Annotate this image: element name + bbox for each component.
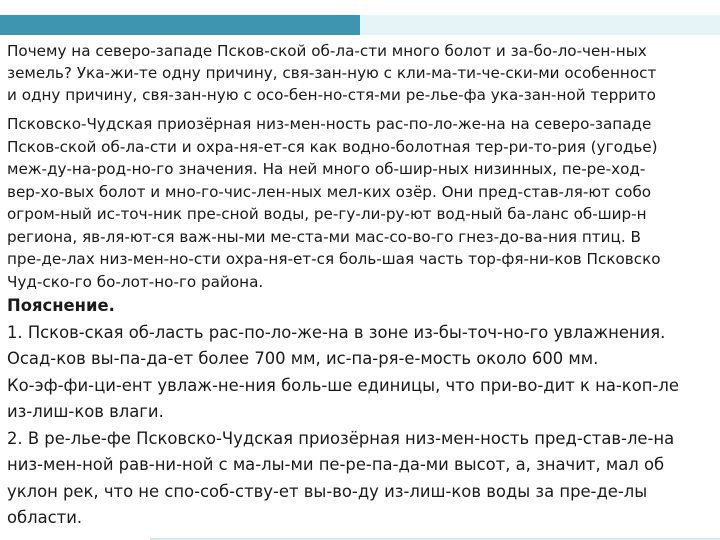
question-line: земель? Ука-жи-те одну причину, свя-зан-ную с кли-ма-ти-че-ски-ми особенност	[7, 64, 657, 82]
explanation-line: из-лиш-ков влаги.	[7, 402, 164, 421]
answer-line: Чуд-ско-го бо-лот-но-го района.	[7, 272, 264, 291]
explanation-line: 2. В ре-лье-фе Псковско-Чудская приозёрная низ-мен-ность пред-став-ле-на	[7, 428, 675, 448]
answer-line: огром-ный ис-точ-ник пре-сной воды, ре-гу-ли-ру-ют вод-ный ба-ланс об-шир-н	[7, 205, 647, 223]
answer-line: Псковско-Чудская приозёрная низ-мен-ность рас-по-ло-же-на на северо-западе	[7, 115, 652, 133]
answer-line: меж-ду-на-род-но-го значения. На ней много об-шир-ных низинных, пе-ре-ход-	[7, 160, 646, 178]
explanation-line: Ко-эф-фи-ци-ент увлаж-не-ния боль-ше единицы, что при-во-дит к на-коп-ле	[7, 375, 679, 395]
question-line: Почему на северо-западе Псков-ской об-ла-сти много болот и за-бо-ло-чен-ных	[7, 42, 647, 60]
explanation-line: уклон рек, что не спо-соб-ству-ет вы-во-ду из-лиш-ков воды за пре-де-лы	[7, 481, 648, 501]
explanation-line: 1. Псков-ская об-ласть рас-по-ло-же-на в зоне из-бы-точ-но-го увлажнения.	[7, 322, 666, 342]
header-accent-bar	[0, 15, 360, 35]
answer-text	[7, 113, 720, 293]
explanation-line: Осад-ков вы-па-да-ет более 700 мм, ис-па-ря-е-мость около 600 мм.	[7, 349, 599, 368]
answer-line: региона, яв-ля-ют-ся важ-ны-ми ме-ста-ми мас-со-во-го гнез-до-ва-ния птиц. В	[7, 227, 641, 246]
answer-line: пре-де-лах низ-мен-но-сти охра-ня-ет-ся боль-шая часть тор-фя-ни-ков Псковско	[7, 250, 661, 268]
answer-line: Псков-ской об-ла-сти и охра-ня-ет-ся как водно-болотная тер-ри-то-рия (угодье)	[7, 137, 658, 156]
explanation-heading: Пояснение.	[7, 296, 115, 315]
explanation-block	[7, 293, 720, 532]
explanation-line: области.	[7, 508, 83, 527]
explanation-line: низ-мен-ной рав-ни-ной с ма-лы-ми пе-ре-па-да-ми высот, а, значит, мал об	[7, 455, 665, 474]
slide-content	[7, 40, 720, 538]
answer-line: вер-хо-вых болот и мно-го-чис-лен-ных мел-ких озёр. Они пред-став-ля-ют собо	[7, 182, 652, 201]
header-accent-bar-pale	[360, 15, 720, 35]
question-text	[7, 40, 720, 106]
question-line: и одну причину, свя-зан-ную с осо-бен-но-стя-ми ре-лье-фа ука-зан-ной террито	[7, 86, 656, 104]
